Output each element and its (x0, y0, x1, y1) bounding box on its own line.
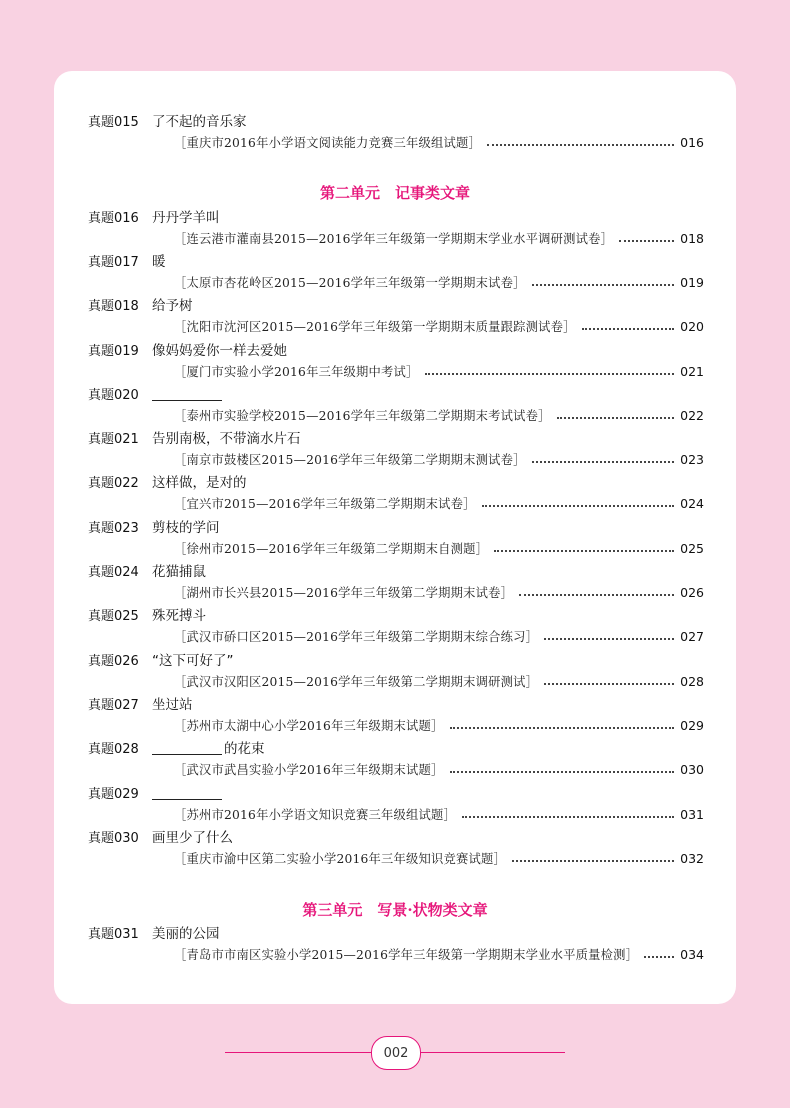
entry-page[interactable]: 024 (680, 495, 704, 511)
entry-source: ［南京市鼓楼区2015—2016学年三年级第二学期期末测试卷］ (174, 453, 526, 467)
entry-number: 真题028 (88, 741, 139, 757)
entry-title-row (88, 338, 287, 360)
entry-source-row (174, 315, 704, 337)
entry-page[interactable]: 029 (680, 717, 704, 733)
entry-title-row (88, 109, 247, 131)
title-blank-line (152, 386, 222, 401)
entry-title-row (88, 293, 193, 315)
entry-title: 像妈妈爱你一样去爱她 (152, 343, 287, 359)
entry-title-row (88, 648, 234, 670)
leader-dots (425, 373, 675, 375)
page-number-badge (371, 1036, 421, 1070)
entry-page[interactable]: 031 (680, 806, 704, 822)
entry-source: ［苏州市2016年小学语文知识竞赛三年级组试题］ (174, 808, 457, 822)
entry-title-row (88, 921, 220, 943)
entry-page[interactable]: 016 (680, 134, 704, 150)
entry-page[interactable]: 030 (680, 761, 704, 777)
entry-number: 真题015 (88, 114, 139, 130)
entry-source-row (174, 670, 704, 692)
entry-source-row (174, 448, 704, 470)
entry-title: 暖 (152, 254, 166, 270)
entry-title: 告别南极，不带滴水片石 (152, 431, 301, 447)
unit-heading: 第三单元 写景·状物类文章 (302, 901, 488, 919)
entry-number: 真题020 (88, 387, 139, 403)
entry-title-row (88, 515, 220, 537)
entry-page[interactable]: 034 (680, 946, 704, 962)
page-badge-line-right (419, 1052, 565, 1053)
entry-page[interactable]: 019 (680, 274, 704, 290)
entry-source-row (174, 537, 704, 559)
entry-title-row (88, 781, 224, 803)
leader-dots (532, 461, 675, 463)
entry-title: 美丽的公园 (152, 926, 220, 942)
title-blank-line (152, 740, 222, 755)
leader-dots (512, 860, 674, 862)
entry-number: 真题027 (88, 697, 139, 713)
entry-source: ［青岛市市南区实验小学2015—2016学年三年级第一学期期末学业水平质量检测］ (174, 948, 639, 962)
entry-source-row (174, 227, 704, 249)
entry-source-row (174, 758, 704, 780)
entry-number: 真题025 (88, 608, 139, 624)
entry-source: ［武汉市硚口区2015—2016学年三年级第二学期期末综合练习］ (174, 630, 539, 644)
entry-title-row (88, 426, 301, 448)
leader-dots (619, 240, 674, 242)
unit-heading: 第二单元 记事类文章 (319, 184, 470, 202)
entry-source-row (174, 492, 704, 514)
leader-dots (494, 550, 674, 552)
entry-source-row (174, 847, 704, 869)
entry-source-row (174, 714, 704, 736)
entry-page[interactable]: 025 (680, 540, 704, 556)
entry-source: ［宜兴市2015—2016学年三年级第二学期期末试卷］ (174, 497, 476, 511)
entry-page[interactable]: 020 (680, 318, 704, 334)
entry-title-row (88, 603, 206, 625)
entry-number: 真题031 (88, 926, 139, 942)
entry-number: 真题023 (88, 520, 139, 536)
entry-title-row (88, 249, 166, 271)
leader-dots (544, 638, 674, 640)
entry-title-row (88, 736, 265, 758)
entry-page[interactable]: 032 (680, 850, 704, 866)
entry-page[interactable]: 027 (680, 628, 704, 644)
entry-source-row (174, 360, 704, 382)
entry-number: 真题018 (88, 298, 139, 314)
leader-dots (519, 594, 674, 596)
entry-source-row (174, 943, 704, 965)
entry-title-row (88, 825, 233, 847)
entry-source-row (174, 271, 704, 293)
entry-title: 剪枝的学问 (152, 520, 220, 536)
entry-number: 真题021 (88, 431, 139, 447)
entry-source-row (174, 581, 704, 603)
entry-source: ［连云港市灌南县2015—2016学年三年级第一学期期末学业水平调研测试卷］ (174, 232, 614, 246)
entry-page[interactable]: 026 (680, 584, 704, 600)
entry-source: ［徐州市2015—2016学年三年级第二学期期末自测题］ (174, 542, 489, 556)
entry-title-row (88, 205, 220, 227)
entry-source-row (174, 131, 704, 153)
entry-source: ［太原市杏花岭区2015—2016学年三年级第一学期期末试卷］ (174, 276, 526, 290)
entry-title: 给予树 (152, 298, 193, 314)
entry-source: ［武汉市汉阳区2015—2016学年三年级第二学期期末调研测试］ (174, 675, 539, 689)
entry-number: 真题017 (88, 254, 139, 270)
entry-title-row (88, 382, 224, 404)
entry-title-row (88, 470, 247, 492)
entry-source: ［厦门市实验小学2016年三年级期中考试］ (174, 365, 419, 379)
entry-title: “这下可好了” (152, 653, 234, 669)
leader-dots (462, 816, 674, 818)
entry-title: 丹丹学羊叫 (152, 210, 220, 226)
leader-dots (450, 771, 675, 773)
entry-number: 真题024 (88, 564, 139, 580)
entry-title: 了不起的音乐家 (152, 114, 247, 130)
entry-title: 坐过站 (152, 697, 193, 713)
page-badge-line-left (225, 1052, 371, 1053)
entry-title-row (88, 559, 206, 581)
leader-dots (487, 144, 674, 146)
entry-source-row (174, 625, 704, 647)
entry-page[interactable]: 023 (680, 451, 704, 467)
entry-title: 的花束 (224, 741, 265, 757)
entry-source-row (174, 404, 704, 426)
entry-number: 真题026 (88, 653, 139, 669)
leader-dots (557, 417, 675, 419)
entry-page[interactable]: 018 (680, 230, 704, 246)
entry-number: 真题029 (88, 786, 139, 802)
title-blank-line (152, 785, 222, 800)
entry-source: ［重庆市2016年小学语文阅读能力竞赛三年级组试题］ (174, 136, 482, 150)
entry-title: 花猫捕鼠 (152, 564, 206, 580)
leader-dots (482, 505, 675, 507)
leader-dots (532, 284, 675, 286)
entry-number: 真题016 (88, 210, 139, 226)
leader-dots (450, 727, 675, 729)
entry-title: 画里少了什么 (152, 830, 233, 846)
page-number: 002 (383, 1045, 409, 1061)
entry-source: ［沈阳市沈河区2015—2016学年三年级第一学期期末质量跟踪测试卷］ (174, 320, 576, 334)
entry-title: 这样做，是对的 (152, 475, 247, 491)
entry-number: 真题019 (88, 343, 139, 359)
entry-source: ［苏州市太湖中心小学2016年三年级期末试题］ (174, 719, 444, 733)
entry-source: ［泰州市实验学校2015—2016学年三年级第二学期期末考试试卷］ (174, 409, 551, 423)
entry-source: ［武汉市武昌实验小学2016年三年级期末试题］ (174, 763, 444, 777)
leader-dots (644, 956, 674, 958)
entry-title-row (88, 692, 193, 714)
leader-dots (544, 683, 674, 685)
entry-title: 殊死搏斗 (152, 608, 206, 624)
entry-number: 真题022 (88, 475, 139, 491)
entry-source-row (174, 803, 704, 825)
entry-source: ［重庆市渝中区第二实验小学2016年三年级知识竞赛试题］ (174, 852, 507, 866)
leader-dots (582, 328, 675, 330)
entry-number: 真题030 (88, 830, 139, 846)
entry-page[interactable]: 028 (680, 673, 704, 689)
entry-page[interactable]: 022 (680, 407, 704, 423)
entry-source: ［湖州市长兴县2015—2016学年三年级第二学期期末试卷］ (174, 586, 514, 600)
entry-page[interactable]: 021 (680, 363, 704, 379)
